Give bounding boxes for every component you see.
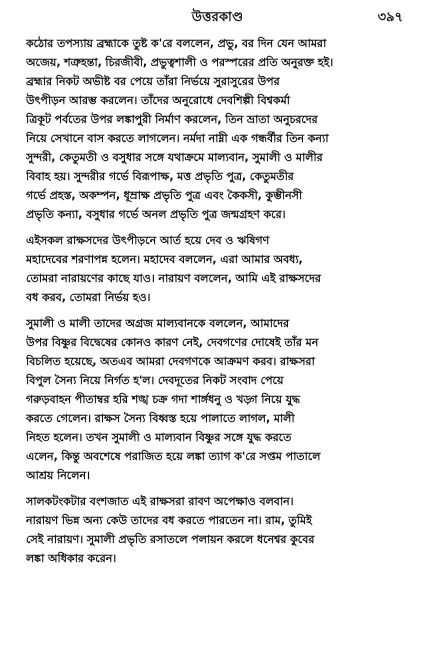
text-line: বধ করব, তোমরা নির্ভয় হও। <box>26 291 151 304</box>
text-line: আশ্রয় নিলেন। <box>26 469 90 482</box>
text-line: বিপুল সৈন্য নিয়ে নির্গত হ'ল। দেবদূতের নিকট সংবাদ পেয়ে <box>26 374 284 387</box>
text-line: সুমালী ও মালী তাদের অগ্রজ মাল্যবানকে বললেন, আমাদের <box>26 317 290 330</box>
text-line: উৎপীড়ন আরম্ভ করলেন। তাঁদের অনুরোধে দেবশিল্পী বিশ্বকর্মা <box>26 94 290 107</box>
text-line: সালকটংকটার বংশজাত এই রাক্ষসরা রাবণ অপেক্ষাও বলবান। <box>26 495 294 508</box>
text-line: গরুড়বাহন পীতাম্বর হরি শঙ্খ চক্র গদা শার্ঙ্গধনু ও খড়্গ নিয়ে যুদ্ধ <box>26 393 301 406</box>
page-header <box>0 8 435 30</box>
text-line: এইসকল রাক্ষসদের উৎপীড়নে আর্ত হয়ে দেব ও ঋষিগণ <box>26 234 270 247</box>
page-body <box>26 34 409 575</box>
text-line: লঙ্কা অধিকার করেন। <box>26 552 117 565</box>
text-line: গর্ভে প্রহস্ত, অকম্পন, ধূম্রাক্ষ প্রভৃতি পুত্র এবং কৈকসী, কুম্ভীনসী <box>26 189 303 202</box>
text-line: প্রভৃতি কন্যা, বসুধার গর্ভে অনল প্রভৃতি পুত্র জন্মগ্রহণ করে। <box>26 208 286 221</box>
paragraph-4 <box>26 492 409 568</box>
text-line: সুন্দরী, কেতুমতী ও বসুধার সঙ্গে যথাক্রমে মাল্যবান, সুমালী ও মালীর <box>26 151 323 164</box>
text-line: বিবাহ হয়। সুন্দরীর গর্ভে বিরূপাক্ষ, মত্ত প্রভৃতি পুত্র, কেতুমতীর <box>26 170 294 183</box>
text-line: উপর বিষ্ণুর বিদ্বেষের কোনও কারণ নেই, দেবগণের দোষেই তাঁর মন <box>26 336 319 349</box>
text-line: কঠোর তপস্যায় ব্রহ্মাকে তুষ্ট ক'রে বললেন, প্রভু, বর দিন যেন আমরা <box>26 37 327 50</box>
text-line: ত্রিকূট পর্বতের উপর লঙ্কাপুরী নির্মাণ করলেন, তিন ভ্রাতা অনুচরদের <box>26 113 318 126</box>
text-line: মহাদেবের শরণাপন্ন হলেন। মহাদেব বললেন, এরা আমার অবধ্য, <box>26 253 303 266</box>
text-line: সেই নারায়ণ। সুমালী প্রভৃতি রসাতলে পলায়ন করলে ধনেশ্বর কুবের <box>26 533 315 546</box>
text-line: নারায়ণ ভিন্ন অন্য কেউ তাদের বধ করতে পারতেন না। রাম, তুমিই <box>26 514 312 527</box>
page-number: ৩৯৭ <box>377 10 403 25</box>
text-line: ব্রহ্মার নিকট অভীষ্ট বর পেয়ে তাঁরা নির্ভয়ে সুরাসুরের উপর <box>26 75 280 88</box>
text-line: অজেয়, শত্রুহন্তা, চিরজীবী, প্রভুত্বশালী ও পরস্পরের প্রতি অনুরক্ত হই। <box>26 56 334 69</box>
paragraph-2 <box>26 231 409 307</box>
text-line: এলেন, কিন্তু অবশেষে পরাজিত হয়ে লঙ্কা ত্যাগ ক'রে সপ্তম পাতালে <box>26 450 321 463</box>
text-line: করতে গেলেন। রাক্ষস সৈন্য বিধ্বস্ত হয়ে পালাতে লাগল, মালী <box>26 412 295 425</box>
text-line: তোমরা নারায়ণের কাছে যাও। নারায়ণ বললেন, আমি এই রাক্ষসদের <box>26 272 321 285</box>
text-line: বিচলিত হয়েছে, অতএব আমরা দেবগণকে আক্রমণ করব। রাক্ষসরা <box>26 355 315 368</box>
running-title: উত্তরকাণ্ড <box>191 10 244 25</box>
text-line: নিহত হলেন। তখন সুমালী ও মাল্যবান বিষ্ণুর সঙ্গে যুদ্ধ করতে <box>26 431 292 444</box>
paragraph-1 <box>26 34 409 224</box>
text-line: নিয়ে সেখানে বাস করতে লাগলেন। নর্মদা নাম্নী এক গন্ধর্বীর তিন কন্যা <box>26 132 329 145</box>
paragraph-3 <box>26 314 409 485</box>
